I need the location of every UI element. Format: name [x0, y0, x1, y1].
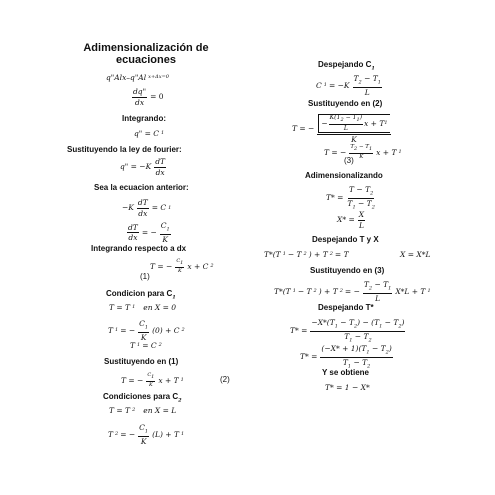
equation-3-simplified: T = − $\frac{T2 - T1}{K}$ x + T 1	[324, 144, 402, 161]
condition-2-substituted: T 2 = − $\frac{C_1}{K}$ (L) + T 1	[108, 423, 185, 446]
page-title: Adimensionalización de ecuaciones	[83, 42, 209, 66]
equation-label-2: (2)	[220, 375, 230, 384]
equation-3-big: T = − − $K(T_2 - T_1)$ L x + T 1 K	[292, 114, 392, 144]
t-in-terms-of-tstar: T*(T 1 − T 2 ) + T 2 = T	[264, 250, 349, 259]
t-star-expression-1: T* = $\frac{-X*(T_1 - T_2) - (T_1 - T_2)}{T_1 - T_2}$	[290, 318, 405, 343]
derivative-equation: $\frac{dq"}{dx}$ = 0	[133, 87, 164, 107]
heading-despejando-tx: Despejando T y X	[312, 235, 379, 244]
heading-adimensionalizando: Adimensionalizando	[305, 171, 383, 180]
heading-sea-ecuacion: Sea la ecuacion anterior:	[94, 183, 189, 192]
x-in-terms-of-xstar: X = X*L	[400, 250, 431, 259]
energy-balance-equation: q"Alx–q"Al x+Δx=0	[106, 73, 169, 82]
t-star-expression-2: T* = $\frac{(-X* + 1)(T_1 - T_2)}{T_1 - T_2}$	[300, 344, 392, 369]
heading-condiciones-c2: Condiciones para $C_2$	[103, 392, 182, 404]
heading-y-se-obtiene: Y se obtiene	[322, 368, 369, 377]
final-equation: T* = 1 − X*	[325, 383, 370, 392]
t1-equals-c2: T 1 = C 2	[130, 341, 162, 350]
condition-2: T = T 2 en X = L	[109, 406, 177, 415]
condition-1: T = T 1 en X = 0	[109, 303, 177, 312]
equation-sea-2: $\frac{dT}{dx}$ = − $\frac{C_1}{K}$	[128, 221, 170, 244]
fourier-equation: q" = −K dT dx	[120, 157, 166, 177]
heading-integrando: Integrando:	[122, 114, 166, 123]
heading-despejando-tstar: Despejando T*	[318, 303, 374, 312]
equation-2: T = − $\frac{C1}{K}$ x + T 1	[121, 372, 184, 388]
t-star-definition: T* = $\frac{T - T_2}{T_1 - T_2}$	[326, 185, 375, 210]
heading-sustituyendo-2: Sustituyendo en (2)	[308, 99, 383, 108]
x-star-definition: X* = $\frac{X}{L}$	[337, 210, 365, 230]
heading-condicion-c1: Condicion para $C_1$	[106, 289, 176, 301]
equation-sea-1: −K $\frac{dT}{dx}$ = C 1	[122, 198, 172, 218]
heading-sustituyendo-3: Sustituyendo en (3)	[310, 266, 385, 275]
heading-integrando-dx: Integrando respecto a dx	[91, 244, 187, 253]
q-equals-c1-equation: q" = C 1	[134, 129, 165, 138]
substituted-equation-3: T*(T 1 − T 2 ) + T 2 = − $\frac{T_2 - T_1}{L}$ X*L + T 1	[274, 280, 431, 303]
equation-label-3: (3)	[344, 156, 354, 165]
condition-1-substituted: T 1 = − $\frac{C_1}{K}$ (0) + C 2	[108, 319, 185, 342]
heading-despejando-c1: Despejando $C_1$	[318, 60, 375, 72]
c1-equation: C 1 = −K $T_2 - T_1$ L	[316, 74, 381, 97]
integral-equation: T = − $\frac{C1}{K}$ x + C 2	[150, 258, 214, 274]
equation-label-1: (1)	[140, 272, 150, 281]
heading-fourier: Sustituyendo la ley de fourier:	[67, 145, 182, 154]
heading-sustituyendo-1: Sustituyendo en (1)	[104, 357, 179, 366]
